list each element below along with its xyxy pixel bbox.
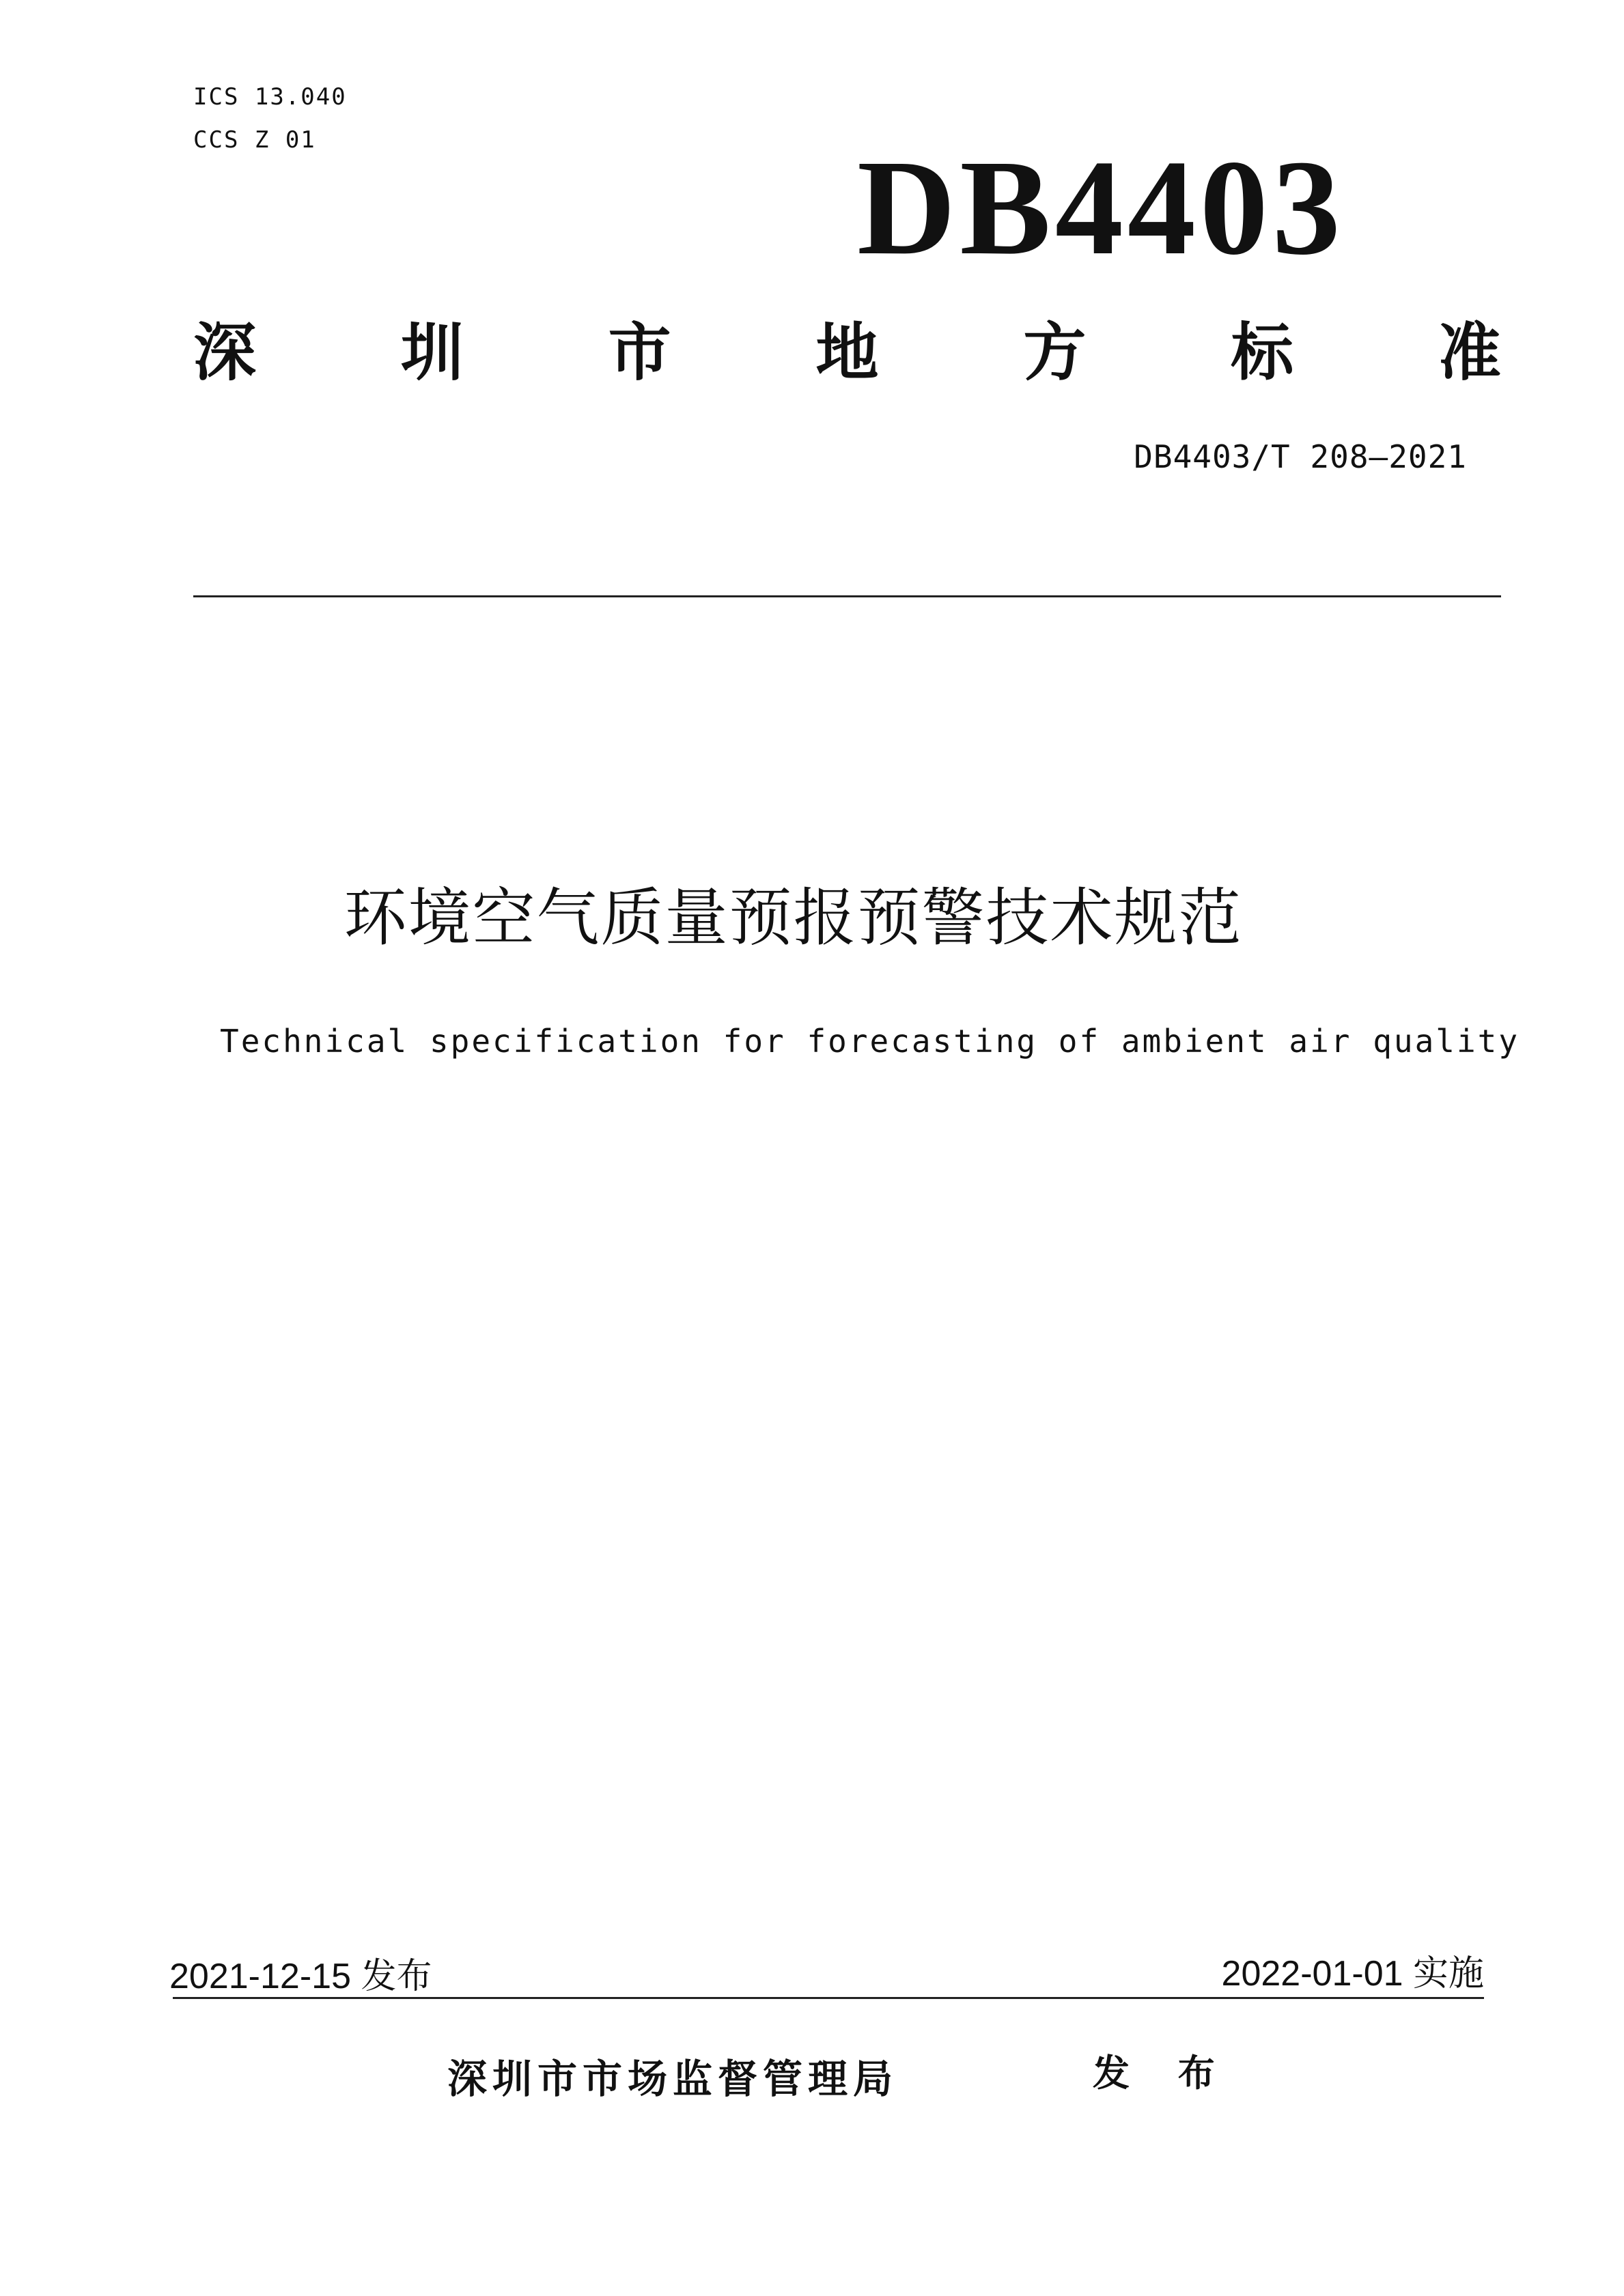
standard-type-char: 标 — [1231, 316, 1294, 389]
standard-type-char: 市 — [608, 316, 671, 389]
ics-code: ICS 13.040 — [193, 83, 347, 111]
standard-code-heading: DB4403 — [857, 132, 1345, 283]
standard-type-char: 地 — [815, 316, 879, 389]
issue-label: 发 布 — [1093, 2052, 1233, 2095]
issue-date: 2021-12-15 发布 — [169, 1957, 432, 1996]
document-title-english: Technical specification for forecasting of ambient air quality — [220, 1023, 1520, 1060]
standard-number: DB4403/T 208—2021 — [1134, 438, 1467, 475]
standard-type-char: 准 — [1438, 316, 1501, 389]
document-title-chinese — [0, 881, 1624, 956]
issuing-authority: 深圳市市场监督管理局 — [447, 2056, 899, 2102]
standard-type-char: 圳 — [400, 316, 464, 389]
standard-type-heading — [193, 315, 1501, 391]
header-divider — [193, 595, 1501, 597]
document-title-chinese-text: 环境空气质量预报预警技术规范 — [344, 881, 1243, 954]
footer-divider — [173, 1997, 1484, 1999]
standard-type-char: 深 — [193, 316, 257, 389]
implementation-date: 2022-01-01 实施 — [1221, 1954, 1484, 1994]
ccs-code: CCS Z 01 — [193, 126, 316, 154]
standard-type-char: 方 — [1023, 316, 1087, 389]
